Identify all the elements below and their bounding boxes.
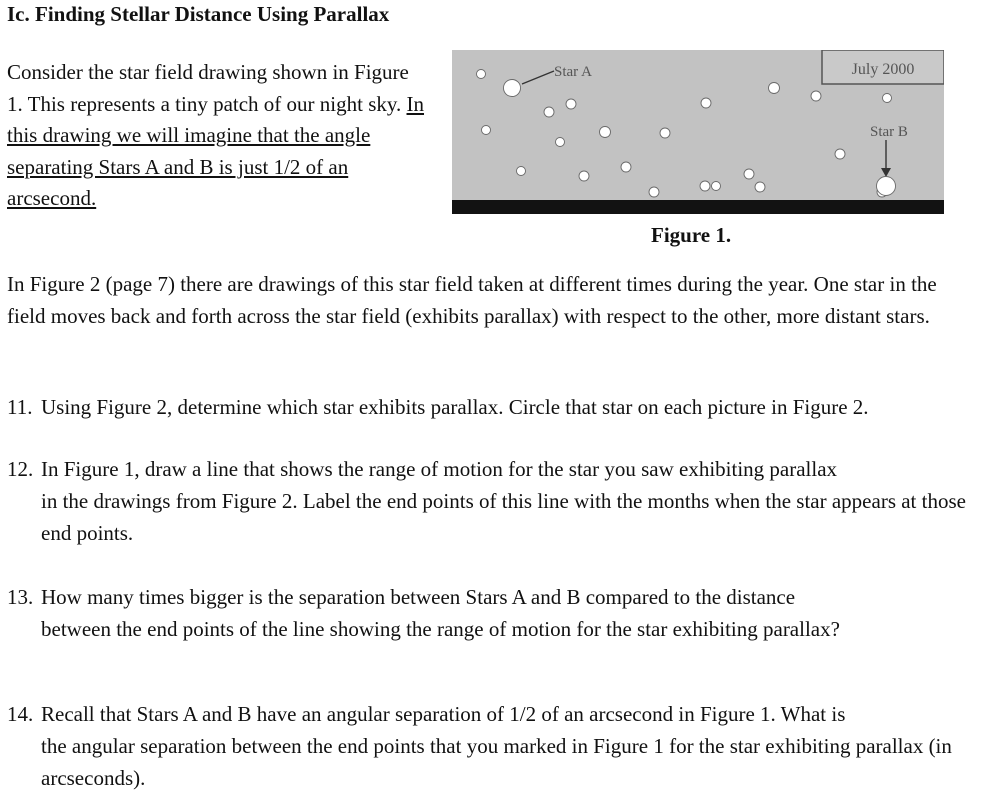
figure-caption: Figure 1.: [651, 223, 732, 247]
star: [517, 167, 526, 176]
question-text-continued: in the drawings from Figure 2. Label the end points of this line with the months when the star appears at those end points.: [41, 489, 966, 545]
intro-plain-text: Consider the star field drawing shown in Figure 1. This represents a tiny patch of our night sky.: [7, 60, 409, 116]
star: [712, 182, 721, 191]
question-text-line1: Using Figure 2, determine which star exhibits parallax. Circle that star on each picture in Figure 2.: [41, 395, 869, 419]
star: [701, 98, 711, 108]
star: [482, 126, 491, 135]
star: [769, 83, 780, 94]
star: [621, 162, 631, 172]
star-field-drawing: [452, 50, 944, 214]
question-text-line1: Recall that Stars A and B have an angular separation of 1/2 of an arcsecond in Figure 1. What is: [41, 702, 846, 726]
question-12: [7, 453, 977, 549]
star: [579, 171, 589, 181]
question-number: 14.: [7, 702, 34, 726]
question-number: 12.: [7, 457, 34, 481]
star: [649, 187, 659, 197]
star: [755, 182, 765, 192]
star: [835, 149, 845, 159]
star: [700, 181, 710, 191]
star: [883, 94, 892, 103]
question-text-continued: the angular separation between the end points that you marked in Figure 1 for the star exhibiting parallax (in arcseconds).: [41, 734, 952, 790]
star-a-label: Star A: [554, 64, 592, 80]
star: [477, 70, 486, 79]
star: [660, 128, 670, 138]
question-14: [7, 698, 977, 794]
question-number: 11.: [7, 395, 33, 419]
star: [566, 99, 576, 109]
parallax-paragraph: In Figure 2 (page 7) there are drawings of this star field taken at different times during the year. One star in the field moves back and forth across the star field (exhibits parallax) with respect to the other, more distant stars.: [7, 272, 937, 328]
star-field-figure: [452, 50, 944, 214]
star-b: [877, 177, 896, 196]
star: [556, 138, 565, 147]
star: [744, 169, 754, 179]
star: [600, 127, 611, 138]
star: [811, 91, 821, 101]
star: [544, 107, 554, 117]
question-text-continued: between the end points of the line showing the range of motion for the star exhibiting parallax?: [41, 617, 840, 641]
section-title: Ic. Finding Stellar Distance Using Parallax: [7, 2, 390, 26]
question-11: [7, 391, 977, 423]
intro-underlined-text: In this drawing we will imagine that the angle separating Stars A and B is just 1/2 of an arcsecond.: [7, 91, 425, 210]
field-bottom-band: [452, 200, 944, 214]
intro-text: [7, 57, 427, 215]
question-text-line1: In Figure 1, draw a line that shows the range of motion for the star you saw exhibiting parallax: [41, 457, 838, 481]
date-label: July 2000: [851, 61, 915, 78]
question-13: [7, 581, 977, 645]
question-text-line1: How many times bigger is the separation between Stars A and B compared to the distance: [41, 585, 796, 609]
star-a: [504, 80, 521, 97]
star-b-label: Star B: [870, 124, 908, 140]
question-number: 13.: [7, 585, 34, 609]
